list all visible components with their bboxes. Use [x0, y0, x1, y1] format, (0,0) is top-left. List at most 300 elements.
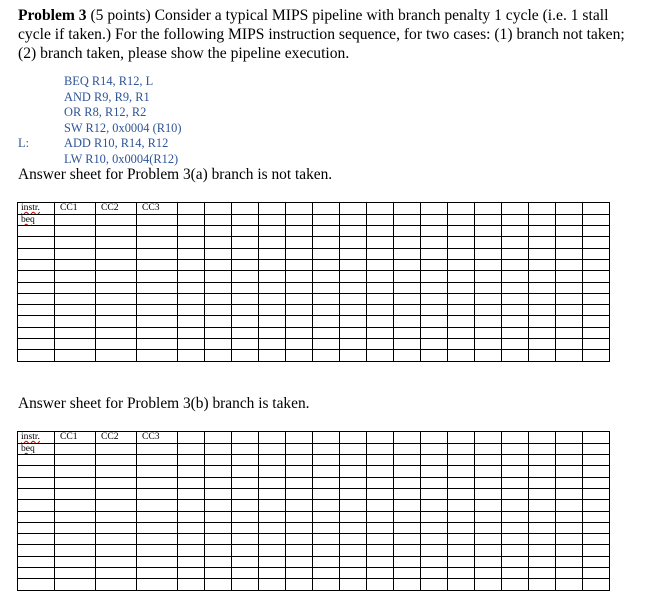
table-cell[interactable] — [448, 432, 475, 444]
table-cell[interactable] — [340, 455, 367, 466]
table-cell[interactable] — [55, 316, 96, 327]
table-cell[interactable] — [205, 316, 232, 327]
table-cell[interactable] — [232, 350, 259, 361]
table-cell[interactable] — [18, 522, 55, 533]
table-cell[interactable] — [502, 339, 529, 350]
table-cell[interactable] — [286, 488, 313, 499]
table-cell[interactable] — [178, 466, 205, 477]
table-cell[interactable] — [529, 432, 556, 444]
table-cell[interactable] — [502, 579, 529, 590]
table-cell[interactable] — [502, 466, 529, 477]
table-cell[interactable] — [583, 327, 610, 338]
table-cell[interactable] — [583, 203, 610, 215]
table-cell[interactable] — [18, 466, 55, 477]
table-cell[interactable] — [475, 248, 502, 259]
table-cell[interactable] — [313, 511, 340, 522]
table-cell[interactable] — [502, 203, 529, 215]
table-cell[interactable] — [137, 488, 178, 499]
table-cell[interactable] — [367, 282, 394, 293]
table-cell[interactable] — [232, 556, 259, 567]
table-cell[interactable] — [367, 226, 394, 237]
table-cell[interactable] — [313, 443, 340, 454]
table-cell[interactable] — [286, 500, 313, 511]
table-cell[interactable] — [313, 316, 340, 327]
table-cell[interactable] — [205, 534, 232, 545]
table-cell[interactable] — [421, 305, 448, 316]
table-cell[interactable] — [583, 282, 610, 293]
table-cell[interactable] — [394, 432, 421, 444]
table-cell[interactable] — [232, 271, 259, 282]
table-cell[interactable] — [448, 545, 475, 556]
table-cell[interactable] — [448, 534, 475, 545]
table-cell[interactable] — [205, 271, 232, 282]
table-cell[interactable] — [367, 545, 394, 556]
table-cell[interactable] — [286, 477, 313, 488]
table-cell[interactable] — [259, 327, 286, 338]
table-cell[interactable] — [232, 522, 259, 533]
table-cell[interactable] — [96, 466, 137, 477]
table-cell[interactable] — [394, 259, 421, 270]
table-cell[interactable] — [137, 500, 178, 511]
table-cell[interactable] — [178, 534, 205, 545]
table-cell[interactable] — [178, 316, 205, 327]
table-cell[interactable] — [259, 500, 286, 511]
table-cell[interactable] — [313, 477, 340, 488]
table-cell[interactable] — [583, 226, 610, 237]
table-cell[interactable] — [18, 534, 55, 545]
table-cell[interactable] — [178, 455, 205, 466]
table-cell[interactable] — [340, 305, 367, 316]
table-cell[interactable] — [556, 248, 583, 259]
table-cell[interactable] — [529, 522, 556, 533]
table-cell[interactable] — [178, 271, 205, 282]
table-cell[interactable] — [421, 248, 448, 259]
table-cell[interactable] — [529, 556, 556, 567]
table-cell[interactable] — [340, 203, 367, 215]
table-cell[interactable] — [421, 556, 448, 567]
table-cell[interactable] — [502, 556, 529, 567]
table-cell[interactable] — [18, 271, 55, 282]
table-cell[interactable] — [340, 339, 367, 350]
table-cell[interactable] — [556, 500, 583, 511]
table-cell[interactable] — [96, 488, 137, 499]
table-cell[interactable] — [313, 327, 340, 338]
table-cell[interactable] — [178, 327, 205, 338]
table-cell[interactable] — [259, 534, 286, 545]
table-cell[interactable] — [529, 271, 556, 282]
table-cell[interactable] — [259, 511, 286, 522]
table-cell[interactable] — [313, 237, 340, 248]
table-cell[interactable] — [556, 488, 583, 499]
table-cell[interactable] — [18, 477, 55, 488]
table-cell[interactable] — [178, 511, 205, 522]
table-cell[interactable] — [259, 226, 286, 237]
table-cell[interactable] — [313, 305, 340, 316]
table-cell[interactable] — [232, 579, 259, 590]
table-cell[interactable] — [286, 534, 313, 545]
table-cell[interactable] — [529, 466, 556, 477]
table-cell[interactable] — [475, 568, 502, 579]
table-cell[interactable] — [205, 339, 232, 350]
table-cell[interactable] — [583, 455, 610, 466]
table-cell[interactable] — [18, 293, 55, 304]
table-cell[interactable] — [421, 534, 448, 545]
table-cell[interactable] — [556, 214, 583, 225]
table-cell[interactable] — [178, 259, 205, 270]
table-cell[interactable] — [421, 327, 448, 338]
table-cell[interactable] — [18, 568, 55, 579]
table-cell[interactable] — [340, 226, 367, 237]
table-cell[interactable] — [286, 282, 313, 293]
table-cell[interactable] — [178, 443, 205, 454]
table-cell[interactable] — [502, 432, 529, 444]
table-cell[interactable] — [448, 316, 475, 327]
table-cell[interactable] — [394, 248, 421, 259]
table-cell[interactable] — [18, 282, 55, 293]
table-cell[interactable] — [313, 488, 340, 499]
table-cell[interactable] — [583, 466, 610, 477]
table-cell[interactable] — [475, 282, 502, 293]
table-cell[interactable] — [18, 443, 55, 454]
table-cell[interactable] — [55, 477, 96, 488]
table-cell[interactable] — [340, 579, 367, 590]
table-cell[interactable] — [205, 350, 232, 361]
table-cell[interactable] — [394, 237, 421, 248]
table-cell[interactable] — [178, 477, 205, 488]
table-cell[interactable] — [205, 282, 232, 293]
table-cell[interactable] — [178, 350, 205, 361]
table-cell[interactable] — [313, 350, 340, 361]
table-cell[interactable] — [421, 511, 448, 522]
table-cell[interactable] — [137, 226, 178, 237]
table-cell[interactable] — [205, 545, 232, 556]
table-cell[interactable] — [205, 327, 232, 338]
table-cell[interactable] — [137, 214, 178, 225]
table-cell[interactable] — [529, 488, 556, 499]
table-cell[interactable] — [340, 248, 367, 259]
table-cell[interactable] — [421, 259, 448, 270]
table-cell[interactable] — [286, 226, 313, 237]
table-cell[interactable] — [96, 522, 137, 533]
table-cell[interactable] — [448, 248, 475, 259]
table-cell[interactable] — [259, 568, 286, 579]
table-cell[interactable] — [529, 339, 556, 350]
table-cell[interactable] — [55, 466, 96, 477]
table-cell[interactable] — [394, 534, 421, 545]
table-cell[interactable] — [394, 226, 421, 237]
table-cell[interactable] — [18, 327, 55, 338]
table-cell[interactable] — [286, 522, 313, 533]
table-cell[interactable] — [232, 305, 259, 316]
table-cell[interactable] — [205, 226, 232, 237]
table-cell[interactable] — [205, 259, 232, 270]
table-cell[interactable] — [475, 259, 502, 270]
table-cell[interactable] — [178, 237, 205, 248]
table-cell[interactable] — [448, 339, 475, 350]
table-cell[interactable] — [421, 350, 448, 361]
table-cell[interactable] — [421, 443, 448, 454]
table-cell[interactable] — [529, 237, 556, 248]
table-cell[interactable] — [137, 455, 178, 466]
table-cell[interactable] — [475, 203, 502, 215]
table-cell[interactable] — [583, 488, 610, 499]
table-cell[interactable] — [259, 293, 286, 304]
table-cell[interactable] — [313, 226, 340, 237]
table-cell[interactable] — [448, 203, 475, 215]
table-cell[interactable] — [502, 511, 529, 522]
table-cell[interactable] — [55, 350, 96, 361]
table-cell[interactable] — [286, 455, 313, 466]
table-cell[interactable] — [259, 455, 286, 466]
table-cell[interactable] — [556, 350, 583, 361]
table-cell[interactable] — [286, 248, 313, 259]
table-cell[interactable] — [178, 339, 205, 350]
table-cell[interactable] — [137, 259, 178, 270]
table-cell[interactable] — [394, 350, 421, 361]
table-cell[interactable] — [286, 556, 313, 567]
table-cell[interactable] — [448, 271, 475, 282]
table-cell[interactable] — [205, 443, 232, 454]
table-cell[interactable] — [205, 500, 232, 511]
table-cell[interactable] — [313, 214, 340, 225]
table-cell[interactable] — [421, 339, 448, 350]
table-cell[interactable] — [502, 316, 529, 327]
table-cell[interactable] — [259, 339, 286, 350]
table-cell[interactable] — [137, 568, 178, 579]
table-cell[interactable] — [529, 316, 556, 327]
table-cell[interactable] — [367, 214, 394, 225]
table-cell[interactable] — [421, 522, 448, 533]
table-cell[interactable] — [394, 214, 421, 225]
table-cell[interactable] — [394, 327, 421, 338]
table-cell[interactable] — [55, 455, 96, 466]
table-cell[interactable] — [556, 443, 583, 454]
table-cell[interactable] — [340, 350, 367, 361]
table-cell[interactable] — [448, 226, 475, 237]
table-cell[interactable] — [55, 534, 96, 545]
table-cell[interactable] — [286, 203, 313, 215]
table-cell[interactable] — [232, 316, 259, 327]
table-cell[interactable] — [232, 443, 259, 454]
table-cell[interactable] — [583, 316, 610, 327]
table-cell[interactable] — [313, 271, 340, 282]
table-cell[interactable] — [137, 339, 178, 350]
table-cell[interactable] — [18, 237, 55, 248]
table-cell[interactable] — [55, 305, 96, 316]
table-cell[interactable] — [448, 579, 475, 590]
table-cell[interactable] — [556, 339, 583, 350]
table-cell[interactable] — [178, 522, 205, 533]
table-cell[interactable] — [421, 237, 448, 248]
table-cell[interactable] — [18, 432, 55, 444]
table-cell[interactable] — [475, 477, 502, 488]
table-cell[interactable] — [394, 579, 421, 590]
table-cell[interactable] — [96, 339, 137, 350]
table-cell[interactable] — [556, 226, 583, 237]
table-cell[interactable] — [286, 443, 313, 454]
table-cell[interactable] — [178, 305, 205, 316]
table-cell[interactable] — [340, 466, 367, 477]
table-cell[interactable] — [367, 237, 394, 248]
table-cell[interactable] — [286, 466, 313, 477]
table-cell[interactable] — [232, 248, 259, 259]
table-cell[interactable] — [556, 545, 583, 556]
table-cell[interactable] — [556, 511, 583, 522]
table-cell[interactable] — [259, 259, 286, 270]
table-cell[interactable] — [448, 522, 475, 533]
table-cell[interactable] — [367, 327, 394, 338]
table-cell[interactable] — [367, 443, 394, 454]
table-cell[interactable] — [367, 259, 394, 270]
table-cell[interactable] — [502, 248, 529, 259]
table-cell[interactable] — [556, 293, 583, 304]
table-cell[interactable] — [232, 511, 259, 522]
table-cell[interactable] — [313, 556, 340, 567]
table-cell[interactable] — [96, 214, 137, 225]
table-cell[interactable] — [137, 327, 178, 338]
table-cell[interactable] — [340, 259, 367, 270]
table-cell[interactable] — [340, 271, 367, 282]
table-cell[interactable] — [313, 339, 340, 350]
table-cell[interactable] — [286, 305, 313, 316]
table-cell[interactable] — [286, 214, 313, 225]
table-cell[interactable] — [502, 500, 529, 511]
table-cell[interactable] — [205, 214, 232, 225]
table-cell[interactable] — [502, 237, 529, 248]
table-cell[interactable] — [367, 271, 394, 282]
table-cell[interactable] — [259, 282, 286, 293]
table-cell[interactable] — [529, 305, 556, 316]
table-cell[interactable] — [18, 350, 55, 361]
table-cell[interactable] — [394, 339, 421, 350]
table-cell[interactable] — [340, 477, 367, 488]
table-cell[interactable] — [556, 556, 583, 567]
table-cell[interactable] — [259, 466, 286, 477]
table-cell[interactable] — [18, 248, 55, 259]
table-cell[interactable] — [529, 282, 556, 293]
table-cell[interactable] — [232, 488, 259, 499]
table-cell[interactable] — [313, 259, 340, 270]
table-cell[interactable] — [18, 339, 55, 350]
table-cell[interactable] — [259, 305, 286, 316]
table-cell[interactable] — [205, 455, 232, 466]
table-cell[interactable] — [502, 545, 529, 556]
table-cell[interactable] — [259, 443, 286, 454]
table-cell[interactable] — [448, 466, 475, 477]
table-cell[interactable] — [583, 522, 610, 533]
table-cell[interactable] — [502, 568, 529, 579]
table-cell[interactable] — [232, 259, 259, 270]
table-cell[interactable] — [475, 271, 502, 282]
table-cell[interactable] — [340, 568, 367, 579]
table-cell[interactable] — [421, 579, 448, 590]
table-cell[interactable] — [137, 316, 178, 327]
table-cell[interactable] — [367, 568, 394, 579]
table-cell[interactable] — [394, 477, 421, 488]
table-cell[interactable] — [340, 534, 367, 545]
table-cell[interactable] — [96, 282, 137, 293]
table-cell[interactable] — [232, 214, 259, 225]
table-cell[interactable] — [178, 579, 205, 590]
table-cell[interactable] — [475, 556, 502, 567]
table-cell[interactable] — [340, 500, 367, 511]
table-cell[interactable] — [55, 545, 96, 556]
table-cell[interactable] — [137, 534, 178, 545]
table-cell[interactable] — [502, 214, 529, 225]
table-cell[interactable] — [502, 327, 529, 338]
table-cell[interactable] — [55, 293, 96, 304]
table-cell[interactable] — [448, 500, 475, 511]
table-cell[interactable] — [421, 466, 448, 477]
table-cell[interactable] — [55, 237, 96, 248]
table-cell[interactable] — [340, 488, 367, 499]
table-cell[interactable] — [96, 500, 137, 511]
table-cell[interactable] — [529, 226, 556, 237]
table-cell[interactable] — [394, 455, 421, 466]
table-cell[interactable] — [394, 522, 421, 533]
table-cell[interactable] — [475, 432, 502, 444]
table-cell[interactable] — [448, 293, 475, 304]
table-cell[interactable] — [205, 477, 232, 488]
table-cell[interactable] — [394, 500, 421, 511]
table-cell[interactable] — [448, 214, 475, 225]
table-cell[interactable] — [394, 488, 421, 499]
table-cell[interactable] — [232, 327, 259, 338]
table-cell[interactable] — [583, 568, 610, 579]
table-cell[interactable] — [232, 545, 259, 556]
table-cell[interactable] — [55, 259, 96, 270]
table-cell[interactable] — [583, 305, 610, 316]
table-cell[interactable] — [421, 214, 448, 225]
table-cell[interactable] — [421, 455, 448, 466]
table-cell[interactable] — [55, 271, 96, 282]
table-cell[interactable] — [259, 203, 286, 215]
table-cell[interactable] — [556, 534, 583, 545]
table-cell[interactable] — [313, 466, 340, 477]
table-cell[interactable] — [475, 466, 502, 477]
table-cell[interactable] — [583, 432, 610, 444]
table-cell[interactable] — [18, 511, 55, 522]
table-cell[interactable] — [137, 305, 178, 316]
table-cell[interactable] — [286, 327, 313, 338]
table-cell[interactable] — [96, 477, 137, 488]
table-cell[interactable] — [313, 248, 340, 259]
table-cell[interactable] — [232, 534, 259, 545]
table-cell[interactable] — [259, 488, 286, 499]
table-cell[interactable] — [421, 432, 448, 444]
table-cell[interactable] — [421, 500, 448, 511]
table-cell[interactable] — [448, 237, 475, 248]
table-cell[interactable] — [394, 293, 421, 304]
table-cell[interactable] — [367, 432, 394, 444]
table-cell[interactable] — [55, 500, 96, 511]
table-cell[interactable] — [502, 271, 529, 282]
table-cell[interactable] — [529, 203, 556, 215]
table-cell[interactable] — [286, 316, 313, 327]
table-cell[interactable] — [367, 316, 394, 327]
table-cell[interactable] — [529, 327, 556, 338]
table-cell[interactable] — [286, 237, 313, 248]
table-cell[interactable] — [367, 466, 394, 477]
table-cell[interactable] — [18, 556, 55, 567]
table-cell[interactable] — [18, 214, 55, 225]
table-cell[interactable] — [313, 545, 340, 556]
table-cell[interactable] — [583, 556, 610, 567]
table-cell[interactable] — [367, 477, 394, 488]
table-cell[interactable] — [502, 488, 529, 499]
table-cell[interactable] — [448, 477, 475, 488]
table-cell[interactable] — [313, 500, 340, 511]
